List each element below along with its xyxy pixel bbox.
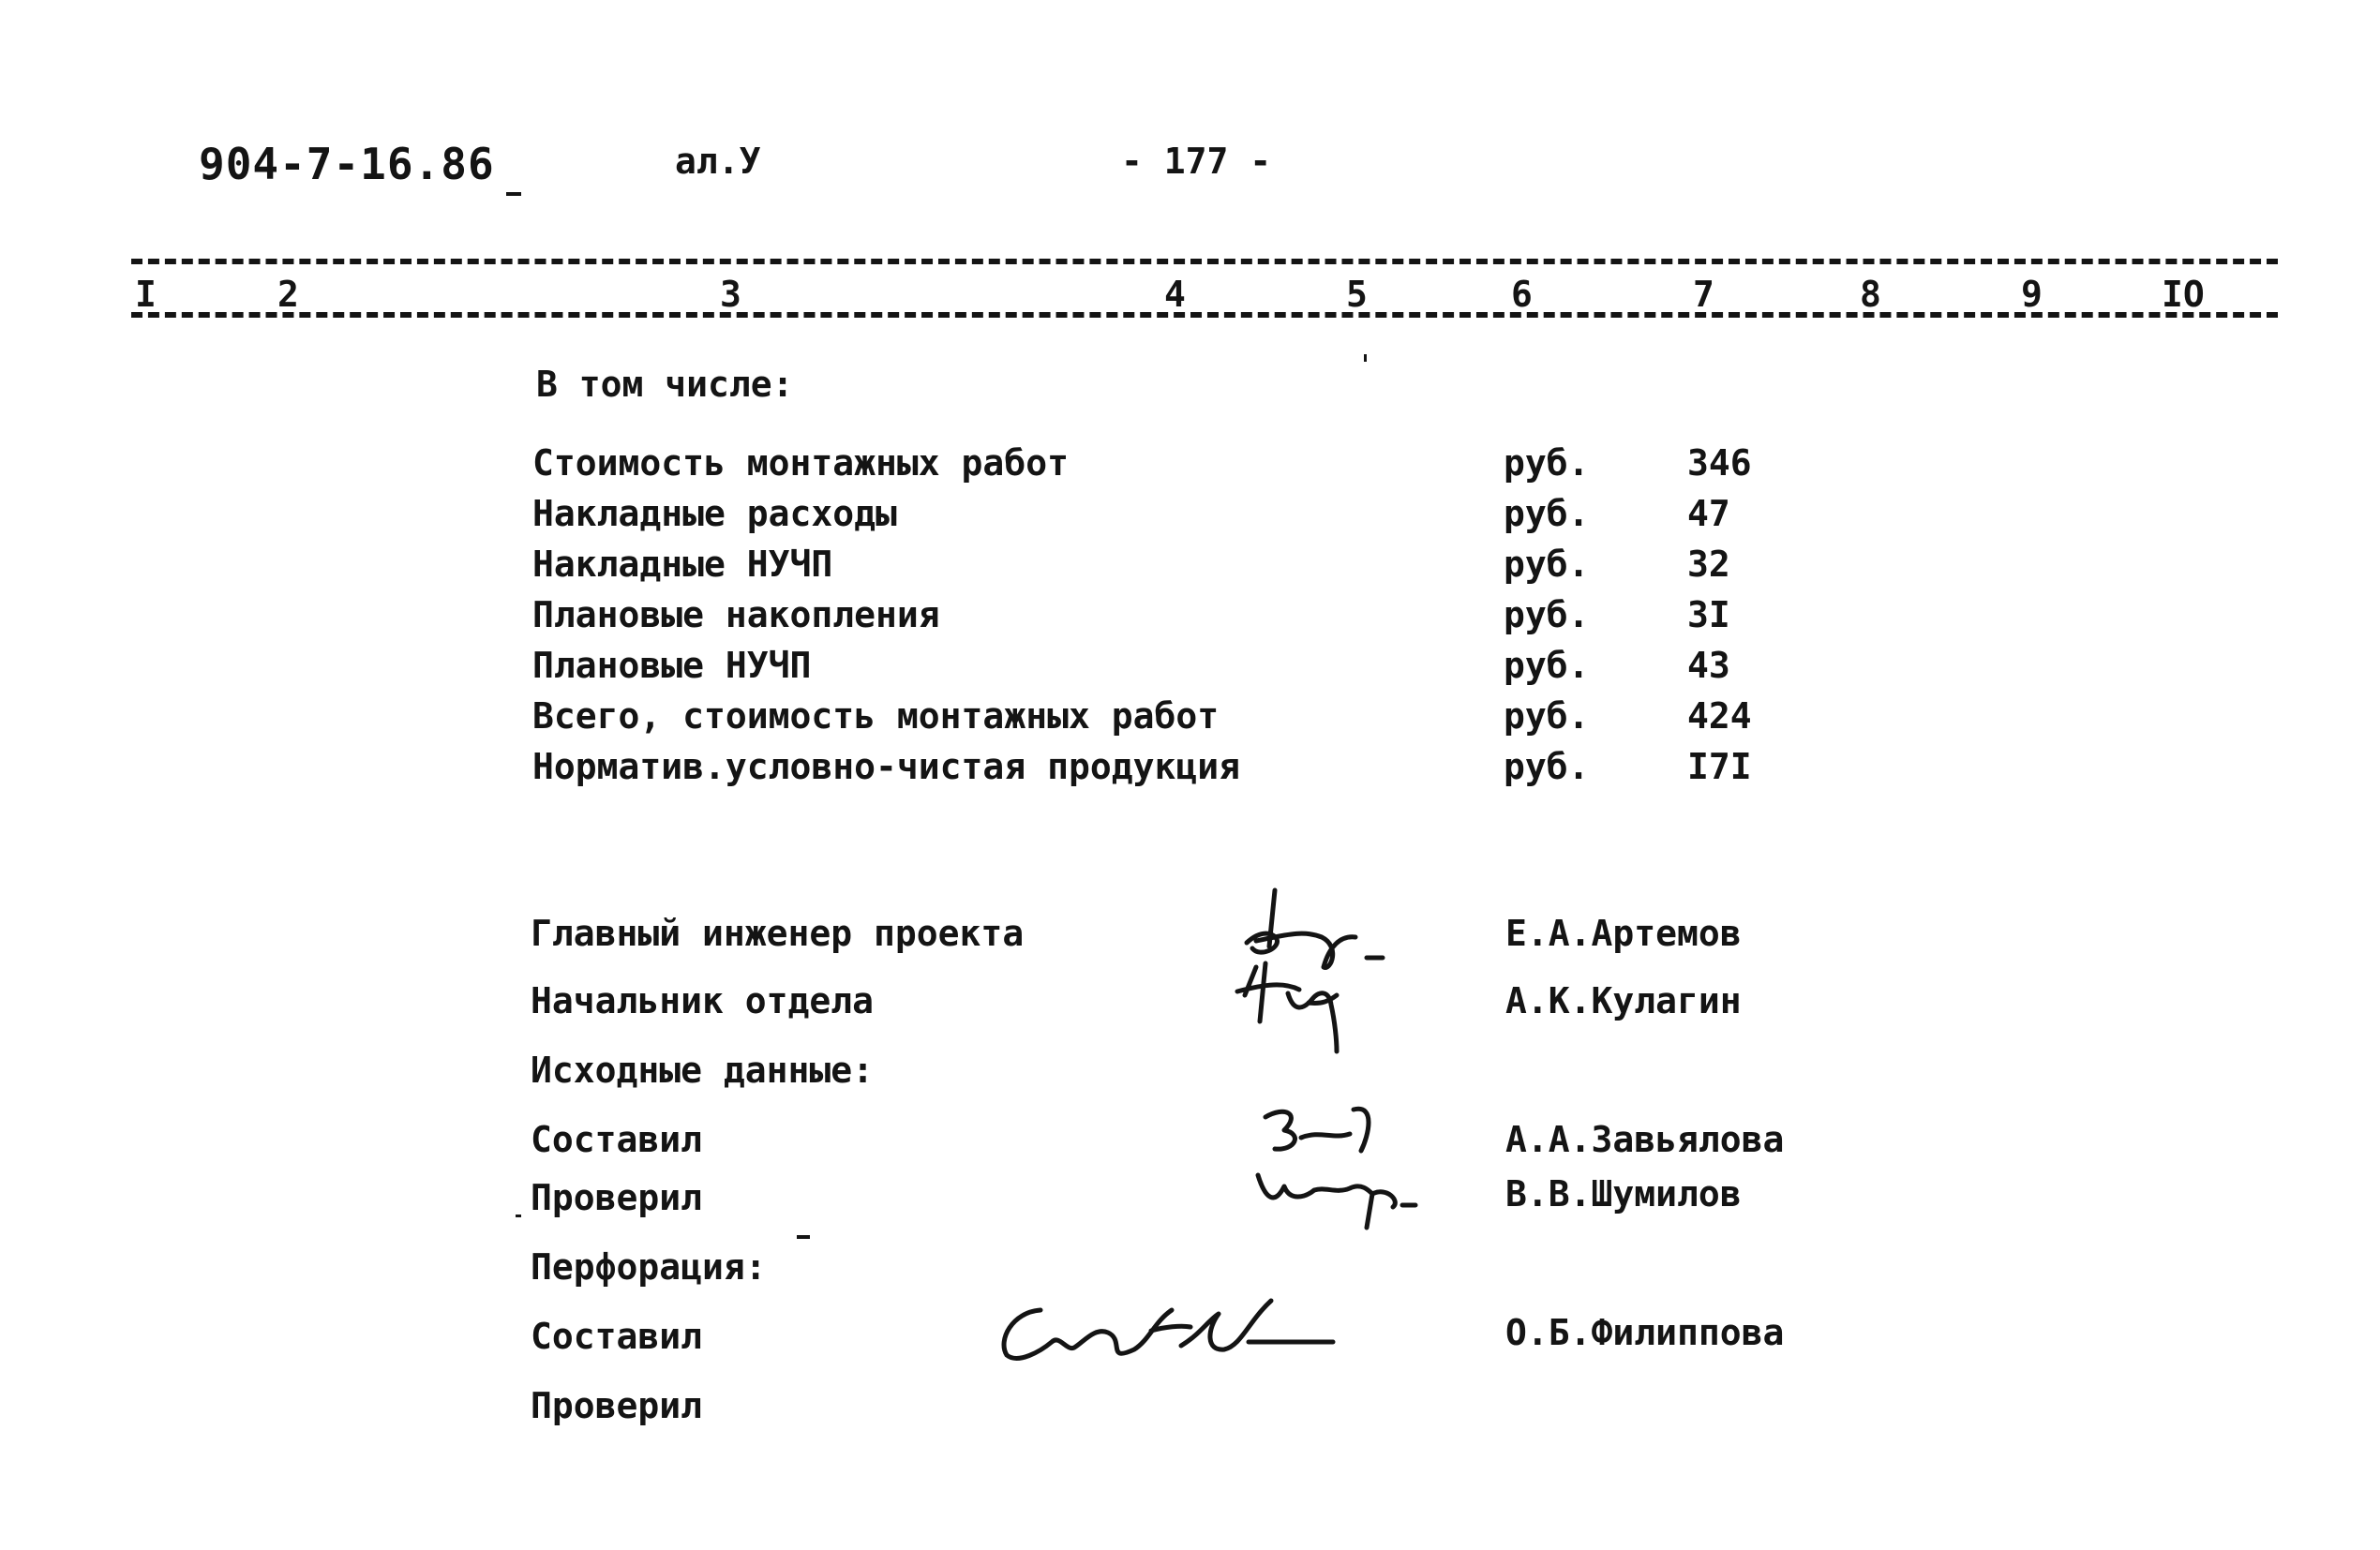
cost-unit: руб.: [1504, 442, 1590, 484]
cost-value: I7I: [1687, 746, 1752, 787]
stray-mark: [797, 1235, 810, 1239]
column-number: 2: [277, 274, 299, 315]
signature-perforation: [994, 1284, 1340, 1387]
name-chief-engineer: Е.А.Артемов: [1505, 913, 1742, 954]
signature-chief-engineer: [1219, 881, 1444, 1059]
cost-label: Норматив.условно-чистая продукция: [532, 746, 1240, 787]
signature-source: [1247, 1096, 1462, 1237]
column-number: 5: [1346, 274, 1368, 315]
cost-unit: руб.: [1504, 746, 1590, 787]
cost-label: Всего, стоимость монтажных работ: [532, 695, 1220, 737]
cost-row: [532, 594, 1845, 643]
role-dept-head: Начальник отдела: [531, 980, 875, 1021]
section-title: В том числе:: [536, 364, 794, 405]
cost-label: Накладные НУЧП: [532, 544, 833, 585]
cost-row: [532, 442, 1845, 491]
role-source-compiled: Составил: [531, 1119, 703, 1160]
cost-value: 47: [1687, 493, 1730, 534]
cost-unit: руб.: [1504, 493, 1590, 534]
page-number: - 177 -: [1121, 141, 1272, 182]
cost-label: Плановые НУЧП: [532, 645, 812, 686]
column-number: 4: [1164, 274, 1186, 315]
cost-value: 32: [1687, 544, 1730, 585]
source-data-heading: Исходные данные:: [531, 1050, 875, 1091]
name-dept-head: А.К.Кулагин: [1505, 980, 1742, 1021]
cost-unit: руб.: [1504, 544, 1590, 585]
cost-row: [532, 645, 1845, 693]
perforation-heading: Перфорация:: [531, 1246, 767, 1288]
cost-label: Стоимость монтажных работ: [532, 442, 1069, 484]
stray-mark: [516, 1215, 521, 1217]
cost-label: Плановые накопления: [532, 594, 940, 635]
name-source-compiled: А.А.Завьялова: [1505, 1119, 1785, 1160]
column-number: 7: [1693, 274, 1714, 315]
role-source-checked: Проверил: [531, 1177, 703, 1218]
name-source-checked: В.В.Шумилов: [1505, 1173, 1742, 1215]
cost-row: [532, 544, 1845, 592]
column-number: I: [135, 274, 157, 315]
cost-unit: руб.: [1504, 594, 1590, 635]
document-code: 904-7-16.86: [199, 139, 495, 189]
sheet-label: ал.У: [675, 141, 761, 182]
role-perf-checked: Проверил: [531, 1385, 703, 1426]
stray-mark: [1364, 354, 1367, 362]
role-perf-compiled: Составил: [531, 1316, 703, 1357]
dashed-rule-top: [131, 259, 2278, 264]
column-number: 6: [1511, 274, 1533, 315]
column-number: 8: [1860, 274, 1881, 315]
cost-unit: руб.: [1504, 645, 1590, 686]
cost-row: [532, 493, 1845, 542]
cost-value: 3I: [1687, 594, 1730, 635]
cost-value: 424: [1687, 695, 1752, 737]
cost-value: 346: [1687, 442, 1752, 484]
cost-unit: руб.: [1504, 695, 1590, 737]
cost-value: 43: [1687, 645, 1730, 686]
cost-row: [532, 695, 1845, 744]
cost-row: [532, 746, 1845, 795]
dashed-rule-bottom: [131, 312, 2278, 318]
column-number: 3: [720, 274, 741, 315]
cost-label: Накладные расходы: [532, 493, 897, 534]
stray-mark: [506, 192, 521, 196]
column-number: 9: [2021, 274, 2043, 315]
column-number: IO: [2162, 274, 2205, 315]
role-chief-engineer: Главный инженер проекта: [531, 913, 1025, 954]
name-perf-compiled: О.Б.Филиппова: [1505, 1312, 1785, 1353]
